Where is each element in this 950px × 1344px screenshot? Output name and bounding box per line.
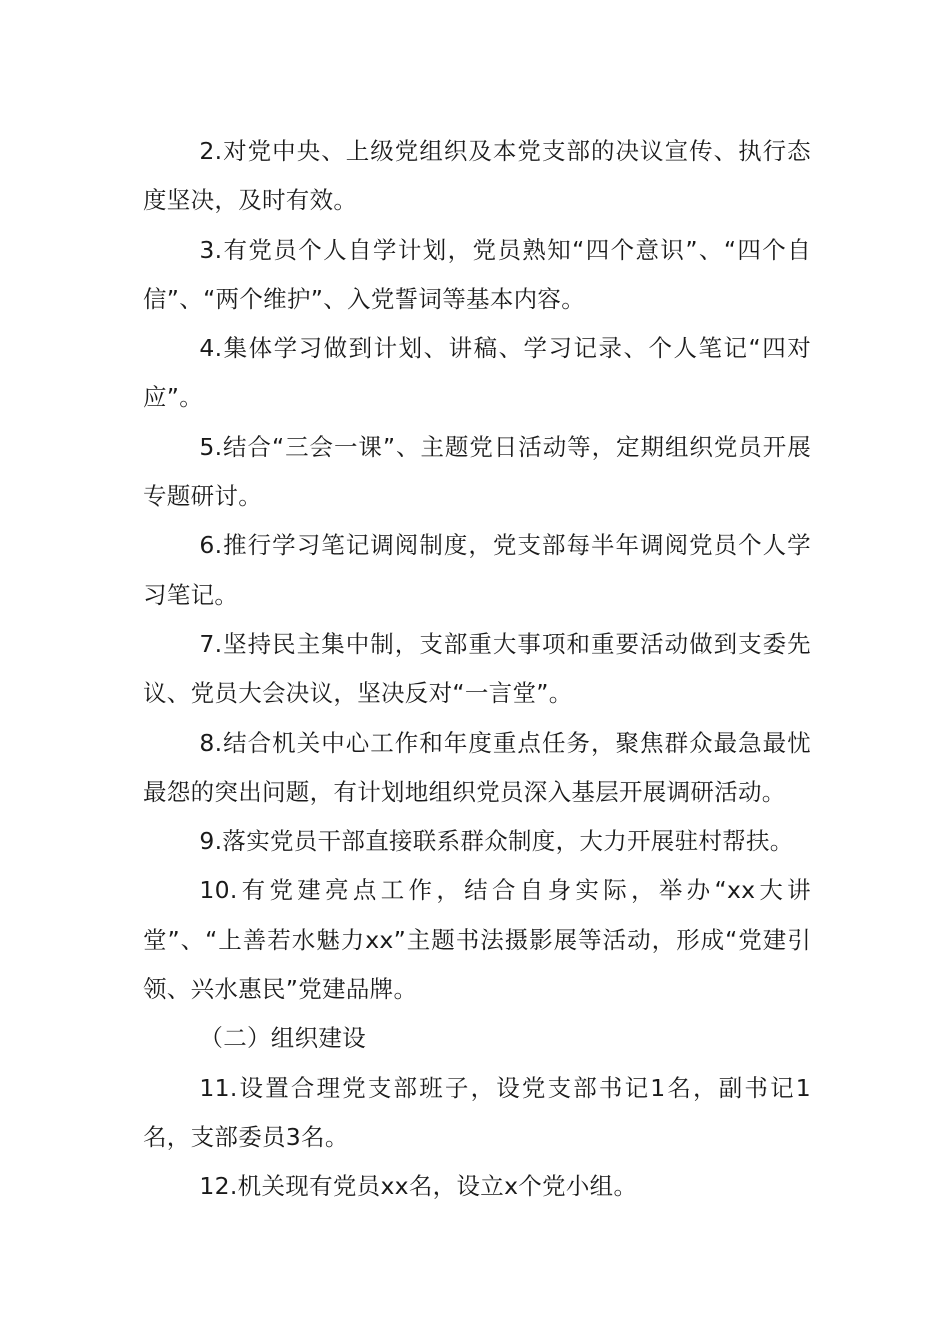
paragraph-item-10: 10.有党建亮点工作，结合自身实际，举办“xx大讲堂”、“上善若水魅力xx”主题书法摄影展等活动，形成“党建引领、兴水惠民”党建品牌。 <box>143 876 811 1004</box>
section-heading: （二）组织建设 <box>199 1024 366 1053</box>
paragraph-item-7: 7.坚持民主集中制，支部重大事项和重要活动做到支委先议、党员大会决议，坚决反对“一言堂”。 <box>143 629 811 708</box>
paragraph-item-9: 9.落实党员干部直接联系群众制度，大力开展驻村帮扶。 <box>199 827 794 856</box>
paragraph-item-6: 6.推行学习笔记调阅制度，党支部每半年调阅党员个人学习笔记。 <box>143 531 811 609</box>
paragraph-item-4: 4.集体学习做到计划、讲稿、学习记录、个人笔记“四对应”。 <box>143 334 811 412</box>
paragraph-item-12: 12.机关现有党员xx名，设立x个党小组。 <box>199 1172 638 1201</box>
paragraph-item-11: 11.设置合理党支部班子，设党支部书记1名，副书记1名，支部委员3名。 <box>143 1073 811 1151</box>
paragraph-item-2: 2.对党中央、上级党组织及本党支部的决议宣传、执行态度坚决，及时有效。 <box>143 137 811 215</box>
paragraph-item-3: 3.有党员个人自学计划，党员熟知“四个意识”、“四个自信”、“两个维护”、入党誓词等基本内容。 <box>143 235 811 313</box>
paragraph-item-5: 5.结合“三会一课”、主题党日活动等，定期组织党员开展专题研讨。 <box>143 432 811 511</box>
paragraph-item-8: 8.结合机关中心工作和年度重点任务，聚焦群众最急最忧最怨的突出问题，有计划地组织党员深入基层开展调研活动。 <box>143 728 811 806</box>
document-body <box>143 127 811 1212</box>
